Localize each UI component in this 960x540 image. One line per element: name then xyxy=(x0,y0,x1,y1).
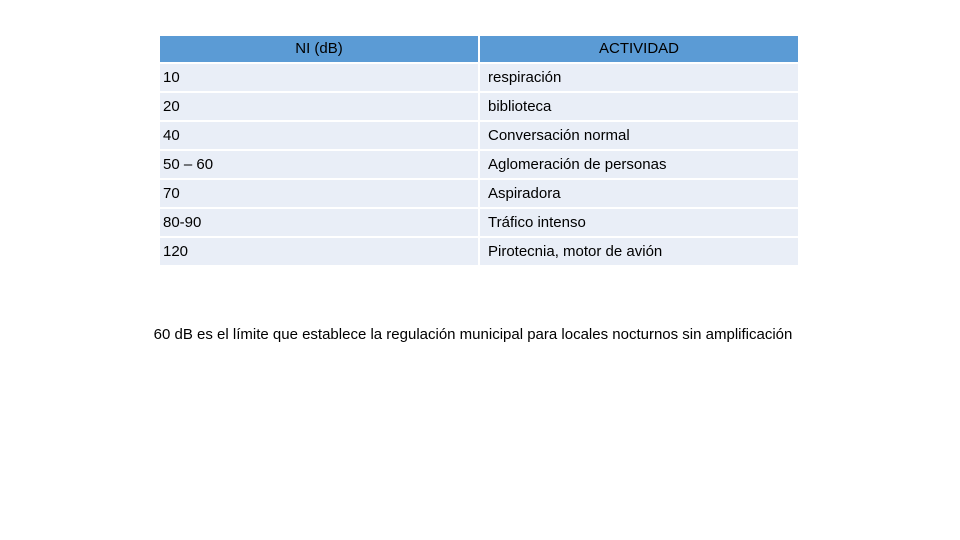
caption-text: 60 dB es el límite que establece la regulación municipal para locales nocturnos sin amplificación xyxy=(153,326,793,343)
header-noise-level: NI (dB) xyxy=(159,35,479,63)
cell-activity: biblioteca xyxy=(479,92,799,121)
cell-noise-level: 50 – 60 xyxy=(159,150,479,179)
cell-noise-level: 70 xyxy=(159,179,479,208)
table-row xyxy=(159,150,799,179)
cell-activity: Pirotecnia, motor de avión xyxy=(479,237,799,266)
cell-activity: Aglomeración de personas xyxy=(479,150,799,179)
cell-noise-level: 80-90 xyxy=(159,208,479,237)
cell-noise-level: 120 xyxy=(159,237,479,266)
noise-level-table xyxy=(158,34,800,267)
cell-activity: Aspiradora xyxy=(479,179,799,208)
table-row xyxy=(159,208,799,237)
cell-noise-level: 10 xyxy=(159,63,479,92)
cell-activity: Tráfico intenso xyxy=(479,208,799,237)
table-row xyxy=(159,63,799,92)
cell-noise-level: 20 xyxy=(159,92,479,121)
cell-activity: Conversación normal xyxy=(479,121,799,150)
table-row xyxy=(159,237,799,266)
cell-noise-level: 40 xyxy=(159,121,479,150)
table-row xyxy=(159,92,799,121)
table-header-row xyxy=(159,35,799,63)
table-row xyxy=(159,179,799,208)
header-activity: ACTIVIDAD xyxy=(479,35,799,63)
cell-activity: respiración xyxy=(479,63,799,92)
table-row xyxy=(159,121,799,150)
